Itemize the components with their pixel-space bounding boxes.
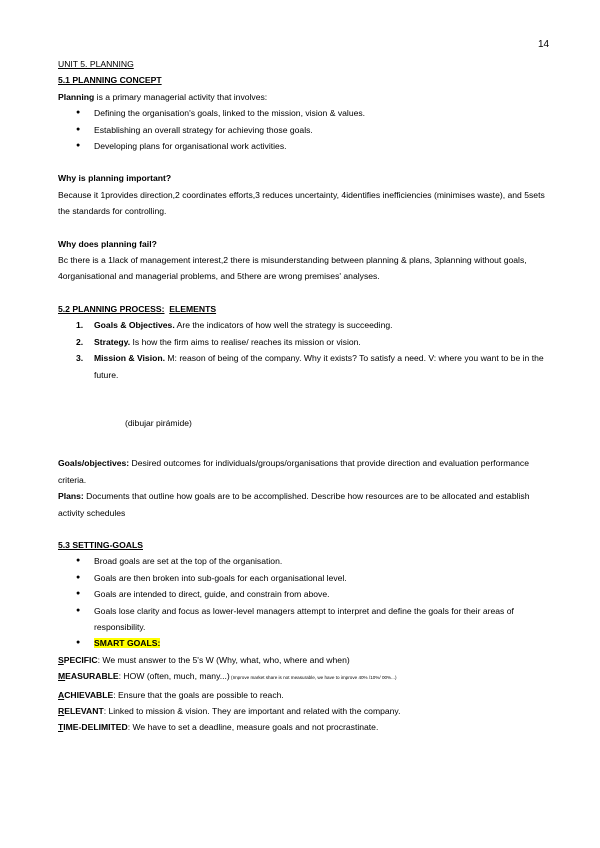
process-elements-list [58,317,558,383]
list-item: 2. Strategy. Is how the firm aims to realise/ reaches its mission or vision. [76,336,361,347]
section-5-3-heading: 5.3 SETTING-GOALS [58,539,143,550]
plans-definition: Plans: Documents that outline how goals are to be accomplished. Describe how resources are to be allocated and establish activity schedules [58,491,530,518]
smart-specific: SPECIFIC: We must answer to the 5's W (Why, what, who, where and when) [58,654,350,665]
smart-goals-heading: SMART GOALS: [94,638,161,649]
list-item: 1. Goals & Objectives. Are the indicators of how well the strategy is succeeding. [76,320,393,331]
smart-time-delimited: TIME-DELIMITED: We have to set a deadline, measure goals and not procrastinate. [58,722,379,733]
list-item: ● Goals are intended to direct, guide, and constrain from above. [58,586,558,602]
list-item [58,635,558,651]
section-5-1-heading: 5.1 PLANNING CONCEPT [58,75,162,86]
unit-title: UNIT 5. PLANNING [58,59,134,69]
section-5-2-title: 5.2 PLANNING PROCESS: [58,303,165,314]
smart-achievable: ACHIEVABLE: Ensure that the goals are possible to reach. [58,689,284,700]
why-fail-answer: Bc there is a 1lack of management interest,2 there is misunderstanding between planning & plans, 3planning without goals, 4organisational and managerial problems, and 5there are wrong premises' analyses. [58,255,527,282]
setting-goals-bullets [58,553,558,635]
smart-goals-heading-list [58,635,558,651]
why-important-question: Why is planning important? [58,173,172,184]
planning-term: Planning [58,91,95,102]
planning-definition: is a primary managerial activity that involves: [94,91,268,102]
list-item: ● Establishing an overall strategy for achieving those goals. [58,122,558,138]
section-5-2-heading [58,301,558,317]
smart-measurable: MEASURABLE: HOW (often, much, many...) (Improve market share is not measurable, we have to improve 40% /10%/ 00%...) [58,671,397,682]
drawing-note: (dibujar pirámide) [125,417,192,428]
list-item: ● Goals are then broken into sub-goals for each organisational level. [58,570,558,586]
page-number: 14 [538,39,550,50]
goals-definition: Goals/objectives: Desired outcomes for individuals/groups/organisations that provide direction and evaluation performance criteria. [58,458,530,485]
list-item: ● Broad goals are set at the top of the organisation. [58,553,558,569]
page-content [58,56,558,736]
why-important-answer: Because it 1provides direction,2 coordinates efforts,3 reduces uncertainty, 4identifies inefficiencies (minimises waste), and 5sets the standards for controlling. [58,189,545,217]
list-item: ● Goals lose clarity and focus as lower-level managers attempt to interpret and define the goals for their areas of responsibility. [58,603,558,636]
planning-intro [58,89,558,105]
list-item: ● Developing plans for organisational work activities. [58,138,558,154]
list-item: 3. Mission & Vision. M: reason of being of the company. Why it exists? To satisfy a need. V: where you want to be in the future. [76,353,544,380]
section-5-2-subtitle: ELEMENTS [169,303,217,314]
smart-relevant: RELEVANT: Linked to mission & vision. They are important and related with the company. [58,706,401,716]
why-fail-question: Why does planning fail? [58,238,157,249]
planning-bullets [58,105,558,154]
list-item: ● Defining the organisation's goals, linked to the mission, vision & values. [58,105,558,121]
